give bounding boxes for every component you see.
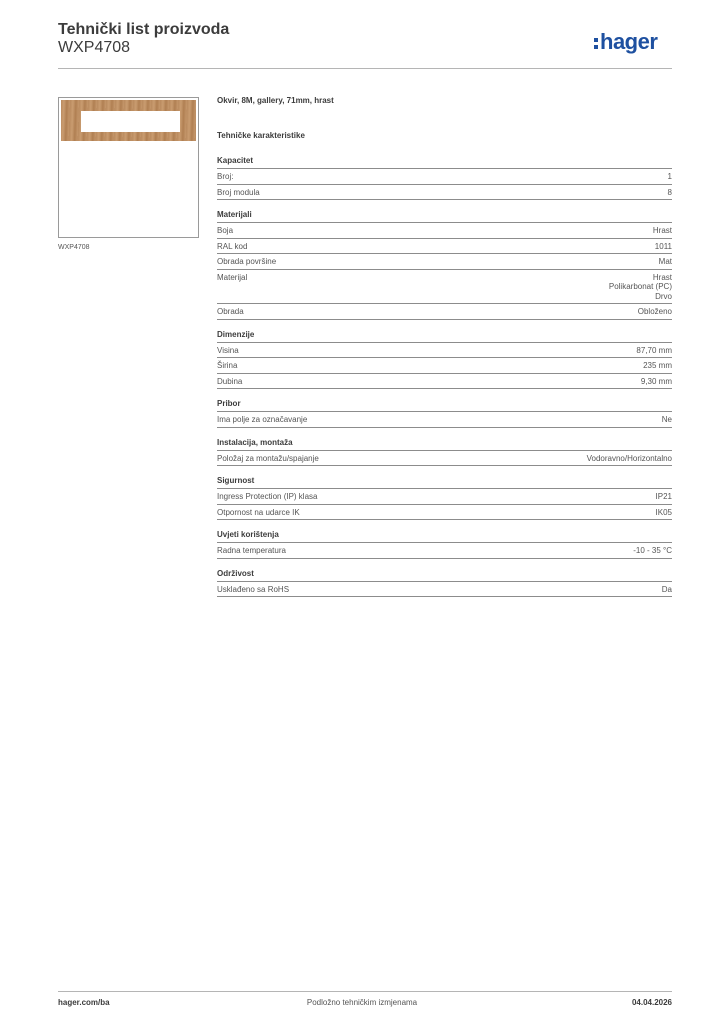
spec-value-line: -10 - 35 °C	[633, 546, 672, 555]
spec-group	[217, 569, 672, 598]
oak-frame-image	[61, 100, 196, 141]
spec-value	[636, 346, 672, 356]
spec-label: Visina	[217, 345, 239, 355]
spec-value	[656, 508, 672, 518]
spec-row	[217, 374, 672, 390]
product-name: Okvir, 8M, gallery, 71mm, hrast	[217, 96, 334, 105]
spec-label: Materijal	[217, 272, 248, 282]
spec-label: Usklađeno sa RoHS	[217, 584, 290, 594]
footer-website-link[interactable]: hager.com/ba	[58, 998, 110, 1007]
spec-row	[217, 223, 672, 239]
spec-value	[643, 361, 672, 371]
spec-value	[655, 242, 672, 252]
spec-label: Broj modula	[217, 187, 260, 197]
spec-group	[217, 476, 672, 520]
spec-value-line: 8	[667, 187, 672, 197]
spec-value-line: Polikarbonat (PC)	[608, 282, 672, 291]
spec-label: Ima polje za označavanje	[217, 415, 308, 424]
logo-dots-icon	[594, 35, 598, 52]
spec-label: Boja	[217, 226, 234, 235]
spec-row	[217, 185, 672, 201]
spec-value	[662, 585, 672, 595]
spec-row	[217, 239, 672, 255]
spec-row	[217, 489, 672, 505]
spec-value-line: Drvo	[655, 291, 672, 301]
logo-text: hager	[600, 29, 658, 54]
group-title: Sigurnost	[217, 476, 672, 489]
spec-groups	[217, 156, 672, 597]
page-title: Tehnički list proizvoda	[58, 21, 230, 38]
section-heading: Tehničke karakteristike	[217, 131, 305, 140]
spec-label: Otpornost na udarce IK	[217, 507, 300, 517]
spec-value-line: 1	[667, 172, 672, 181]
spec-group	[217, 399, 672, 428]
spec-value	[653, 226, 672, 236]
group-title: Kapacitet	[217, 156, 672, 169]
spec-value-line: 9,30 mm	[640, 376, 672, 386]
group-title: Instalacija, montaža	[217, 438, 672, 451]
spec-label: Položaj za montažu/spajanje	[217, 453, 319, 463]
spec-group	[217, 156, 672, 200]
group-title: Uvjeti korištenja	[217, 530, 672, 543]
frame-window	[81, 111, 180, 132]
spec-label: Ingress Protection (IP) klasa	[217, 492, 318, 501]
spec-value	[638, 307, 672, 317]
spec-value-line: Vodoravno/Horizontalno	[586, 453, 672, 463]
spec-value-line: 87,70 mm	[636, 345, 672, 355]
product-image	[58, 97, 199, 238]
spec-value-line: Obloženo	[637, 307, 672, 316]
spec-value-line: Mat	[658, 257, 672, 266]
spec-group	[217, 210, 672, 320]
spec-label: Dubina	[217, 376, 243, 386]
group-title: Dimenzije	[217, 330, 672, 343]
group-title: Održivost	[217, 569, 672, 582]
spec-group	[217, 530, 672, 559]
spec-label: RAL kod	[217, 241, 248, 251]
footer-date: 04.04.2026	[631, 998, 672, 1007]
spec-value	[668, 188, 672, 198]
spec-row	[217, 343, 672, 359]
hager-logo[interactable]	[594, 29, 657, 55]
spec-label: Radna temperatura	[217, 546, 286, 555]
footer-divider	[58, 991, 672, 992]
spec-value-line: Ne	[661, 415, 672, 424]
spec-row	[217, 582, 672, 598]
spec-value-line: Da	[661, 584, 672, 594]
spec-row	[217, 169, 672, 185]
spec-group	[217, 438, 672, 467]
group-title: Pribor	[217, 399, 672, 412]
spec-value	[609, 273, 672, 302]
spec-group	[217, 330, 672, 390]
product-code: WXP4708	[58, 39, 131, 56]
spec-row	[217, 543, 672, 559]
spec-value	[668, 172, 672, 182]
spec-label: Obrada	[217, 307, 244, 316]
footer-note: Podložno tehničkim izmjenama	[306, 998, 418, 1007]
specifications	[217, 96, 672, 607]
spec-label: Broj:	[217, 172, 234, 181]
spec-value-line: Hrast	[652, 226, 672, 235]
spec-value-line: 1011	[654, 241, 672, 251]
spec-value	[659, 257, 672, 267]
spec-row	[217, 304, 672, 320]
spec-row	[217, 254, 672, 270]
spec-value	[656, 492, 672, 502]
spec-value-line: IK05	[655, 507, 672, 517]
spec-row	[217, 270, 672, 305]
spec-value	[633, 546, 672, 556]
spec-row	[217, 412, 672, 428]
header-divider	[58, 68, 672, 69]
spec-row	[217, 451, 672, 467]
spec-row	[217, 358, 672, 374]
spec-value-line: Hrast	[652, 272, 672, 282]
image-caption: WXP4708	[58, 244, 90, 251]
spec-value-line: IP21	[655, 492, 672, 501]
spec-value	[662, 415, 672, 425]
spec-row	[217, 505, 672, 521]
group-title: Materijali	[217, 210, 672, 223]
spec-value	[641, 377, 672, 387]
spec-value	[587, 454, 672, 464]
spec-label: Obrada površine	[217, 257, 277, 266]
spec-value-line: 235 mm	[643, 361, 672, 370]
spec-label: Širina	[217, 361, 238, 370]
